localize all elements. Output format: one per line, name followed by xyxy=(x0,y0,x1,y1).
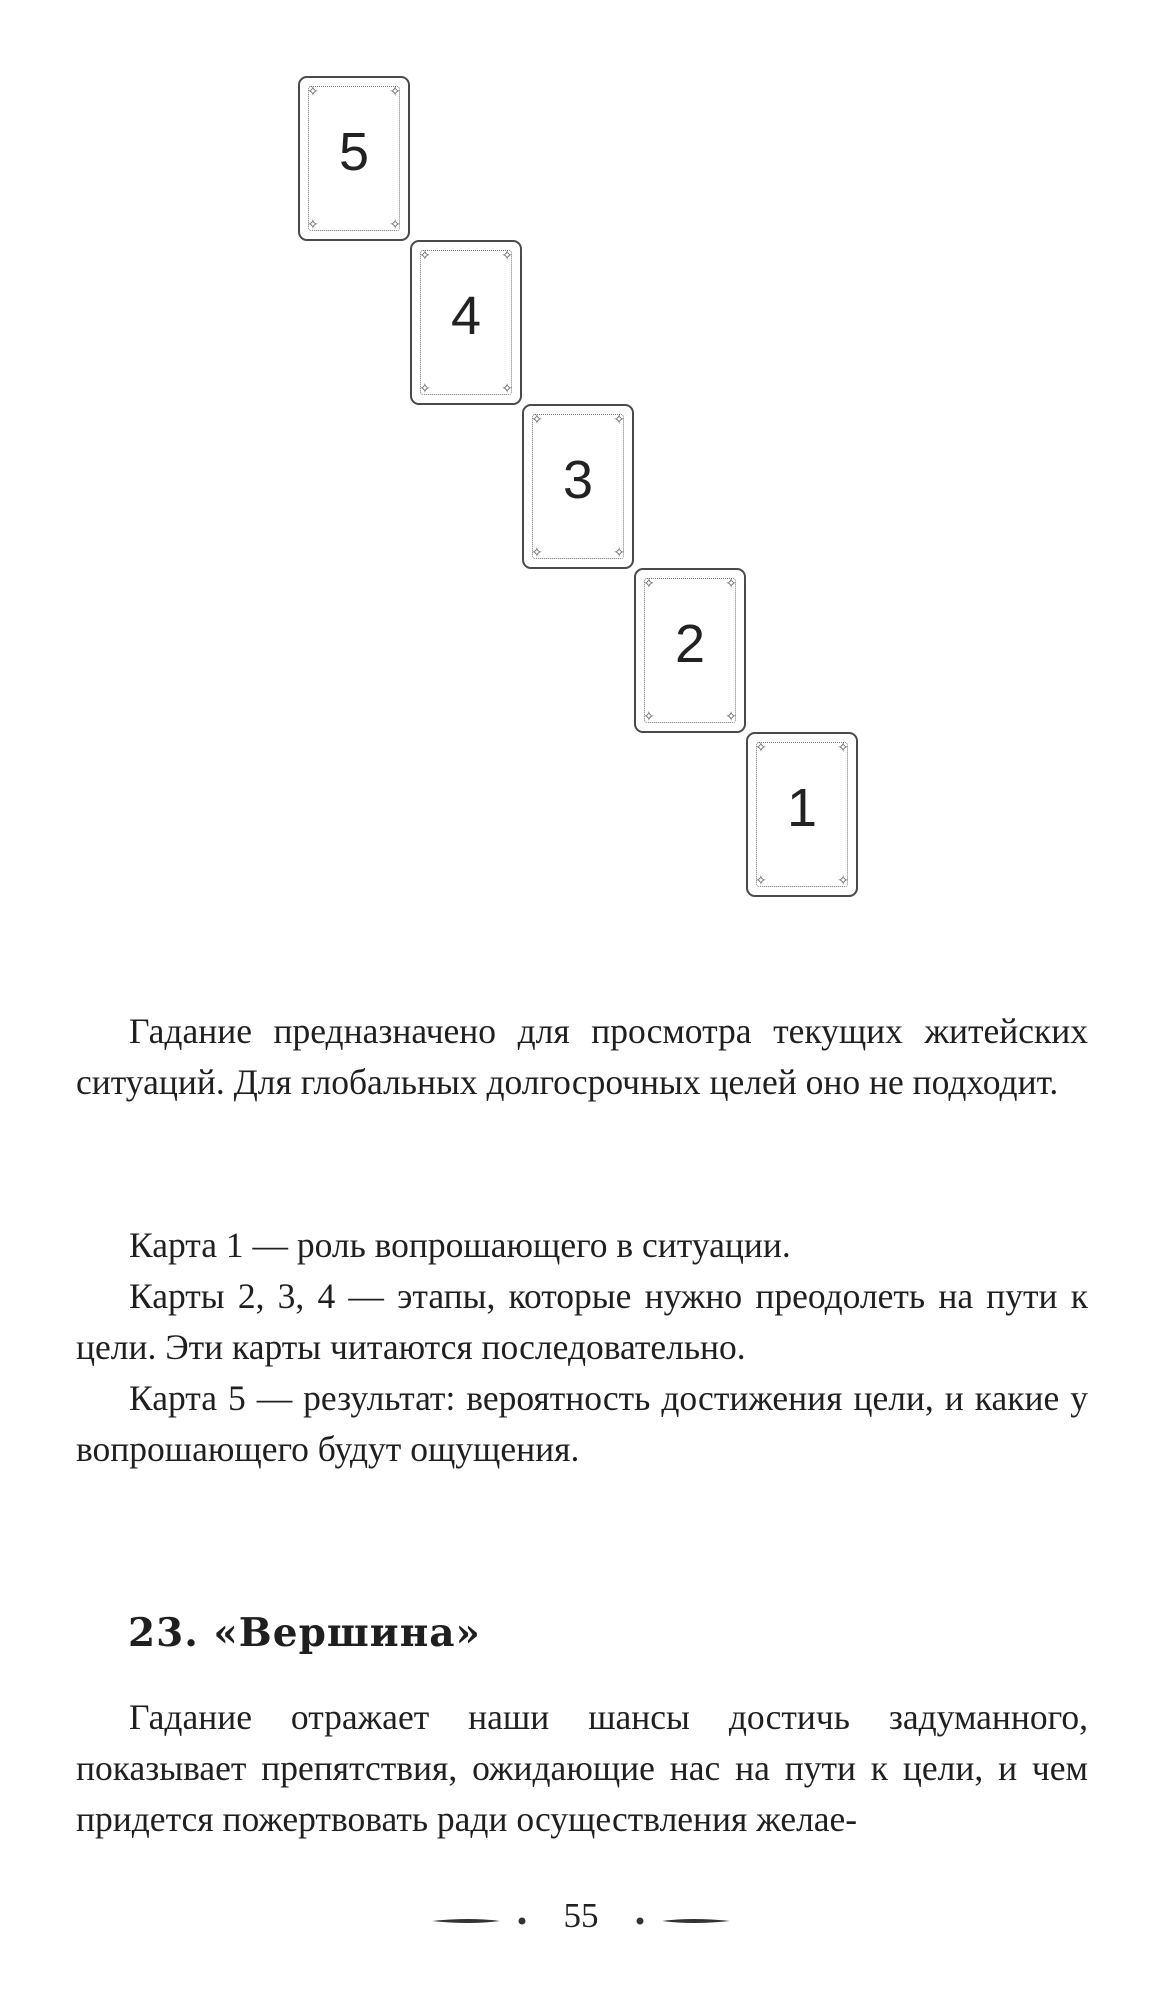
position-card-5: Карта 5 — результат: вероятность достижения цели, и какие у вопрошающего будут ощущения. xyxy=(76,1378,1088,1469)
star-icon: ✧ xyxy=(419,381,431,397)
card-number: 4 xyxy=(450,286,482,346)
card-number: 3 xyxy=(562,450,594,510)
position-cards-2-3-4: Карты 2, 3, 4 — этапы, которые нужно преодолеть на пути к цели. Эти карты читаются последовательно. xyxy=(76,1276,1088,1367)
star-icon: ✧ xyxy=(725,576,737,592)
star-icon: ✧ xyxy=(725,709,737,725)
section-text xyxy=(76,1692,1088,1845)
star-icon: ✧ xyxy=(837,740,849,756)
page-footer xyxy=(0,1890,1162,1950)
star-icon: ✧ xyxy=(755,740,767,756)
star-icon: ✧ xyxy=(419,248,431,264)
card-4 xyxy=(410,240,522,405)
star-icon: ✧ xyxy=(643,709,655,725)
page-number: 55 xyxy=(563,1896,599,1935)
card-number: 2 xyxy=(674,614,706,674)
star-icon: ✧ xyxy=(389,217,401,233)
star-icon: ✧ xyxy=(613,412,625,428)
star-icon: ✧ xyxy=(643,576,655,592)
star-icon: ✧ xyxy=(307,84,319,100)
positions-list xyxy=(76,1220,1088,1475)
intro-paragraph: Гадание предназначено для просмотра текущих житейских ситуаций. Для глобальных долгосрочных целей оно не подходит. xyxy=(76,1011,1088,1102)
card-2 xyxy=(634,568,746,733)
card-3 xyxy=(522,404,634,569)
star-icon: ✧ xyxy=(307,217,319,233)
card-number: 5 xyxy=(338,122,370,182)
star-icon: ✧ xyxy=(755,873,767,889)
intro-text xyxy=(76,1006,1088,1108)
star-icon: ✧ xyxy=(837,873,849,889)
card-number: 1 xyxy=(786,778,818,838)
section-paragraph: Гадание отражает наши шансы достичь задуманного, показывает препятствия, ожидающие нас на пути к цели, и чем придется пожертвовать ради осуществления желае- xyxy=(76,1697,1088,1839)
star-icon: ✧ xyxy=(613,545,625,561)
star-icon: ✧ xyxy=(531,412,543,428)
star-icon: ✧ xyxy=(501,248,513,264)
star-icon: ✧ xyxy=(501,381,513,397)
card-spread-diagram xyxy=(0,0,1162,920)
card-5 xyxy=(298,76,410,241)
section-heading: 23. «Вершина» xyxy=(128,1610,481,1656)
card-1 xyxy=(746,732,858,897)
star-icon: ✧ xyxy=(531,545,543,561)
star-icon: ✧ xyxy=(389,84,401,100)
position-card-1: Карта 1 — роль вопрошающего в ситуации. xyxy=(129,1225,791,1265)
